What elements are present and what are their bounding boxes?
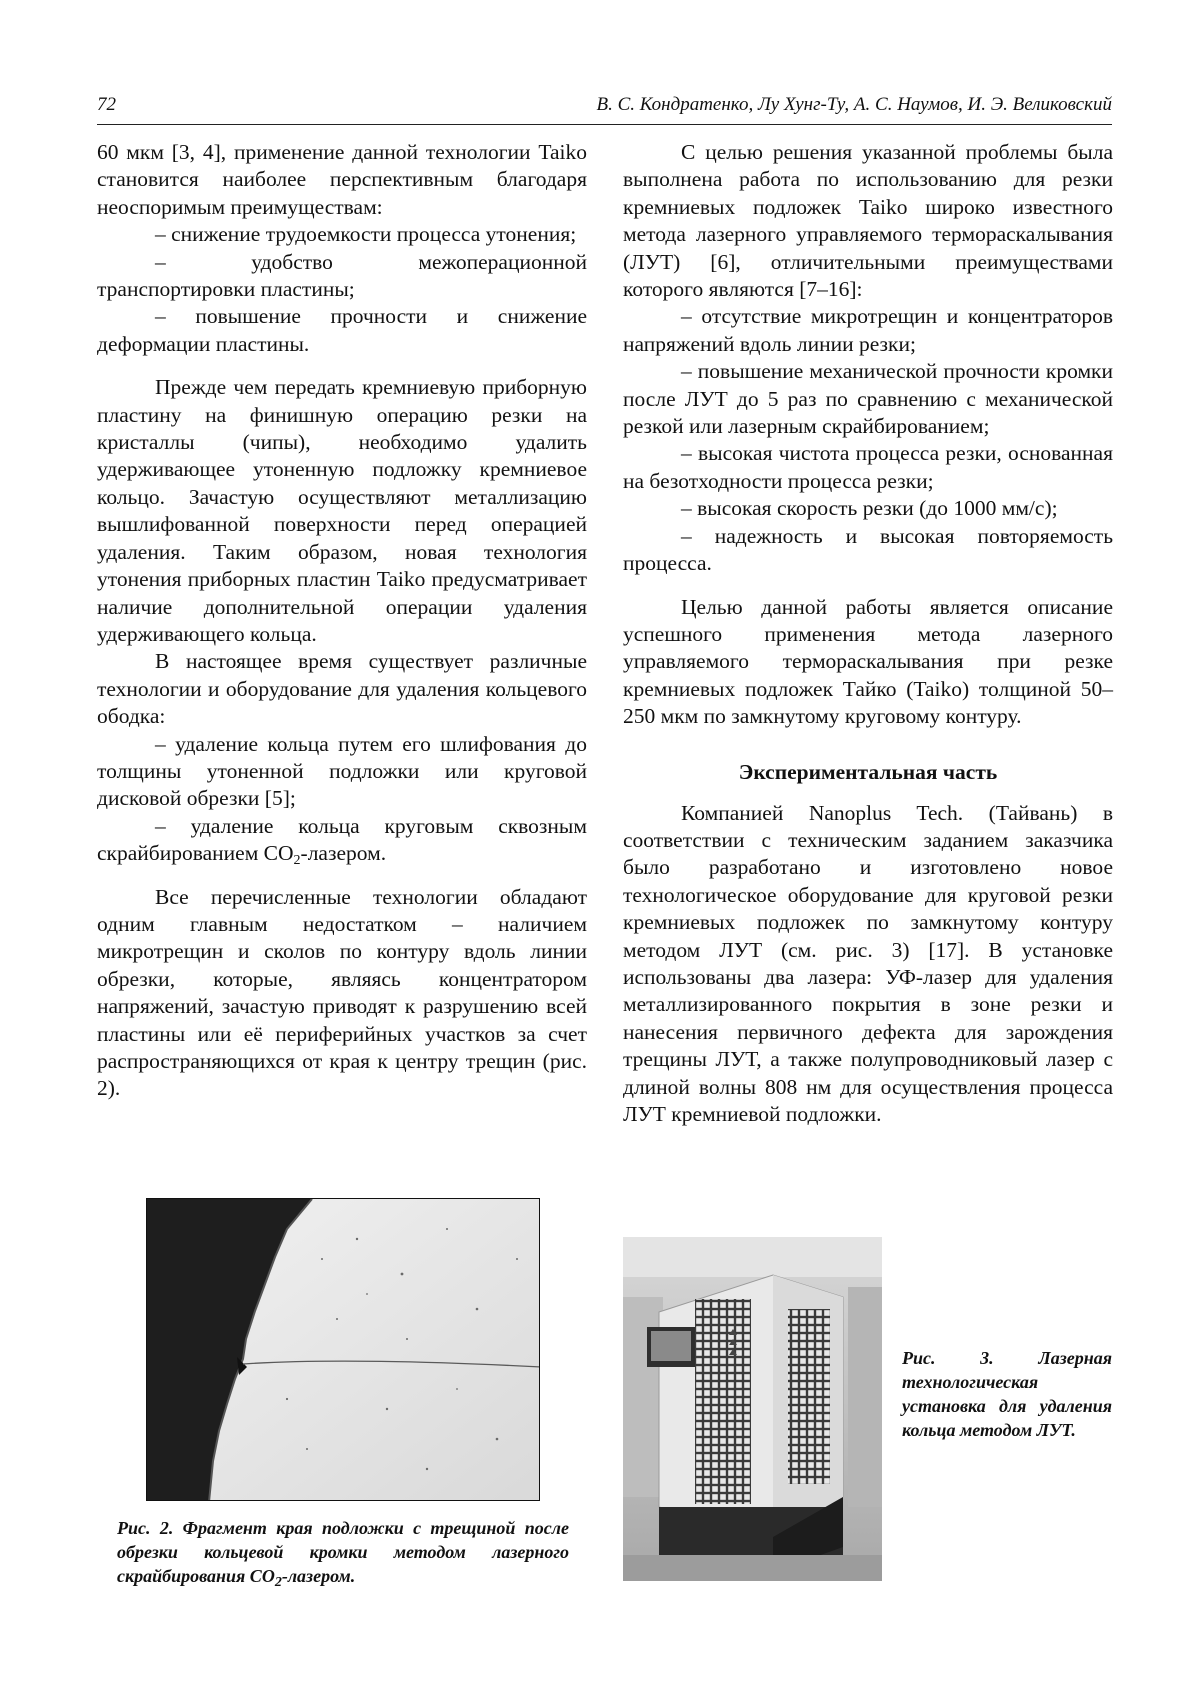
caption-text: Рис. 2. Фрагмент края подложки с трещиной после обрезки кольцевой кромки методом лазерного скрайбирования CO bbox=[117, 1518, 569, 1586]
list-item: – высокая чистота процесса резки, основанная на безотходности процесса резки; bbox=[623, 441, 1113, 493]
list-item: – высокая скорость резки (до 1000 мм/с); bbox=[681, 496, 1058, 521]
subscript: 2 bbox=[274, 1575, 282, 1590]
list-item: – отсутствие микротрещин и концентраторов напряжений вдоль линии резки; bbox=[623, 304, 1113, 356]
header-rule bbox=[97, 124, 1112, 125]
caption-text-end: -лазером. bbox=[281, 1566, 356, 1586]
paragraph: Компанией Nanoplus Tech. (Тайвань) в соответствии с техническим заданием заказчика было разработано и изготовлено новое технологическое оборудование для круговой резки кремниевых подложек по замкнутому контуру методом ЛУТ (см. рис. 3) [17]. В установке использованы два лазера: УФ-лазер для удаления металлизированного покрытия в зоне резки и нанесения первичного дефекта для зарождения трещины ЛУТ, а также полупроводниковый лазер с длиной волны 808 нм для осуществления процесса ЛУТ кремниевой подложки. bbox=[623, 800, 1113, 1126]
paragraph: Прежде чем передать кремниевую приборную пластину на финишную операцию резки на кристаллы (чипы), необходимо удалить удерживающее утоненную подложку кремниевое кольцо. Зачастую осуществляют металлизацию вышлифованной поверхности перед операцией удаления. Таким образом, новая технология утонения приборных пластин Taiko предусматривает наличие дополнительной операции удаления удерживающего кольца. bbox=[97, 375, 587, 646]
paragraph: 60 мкм [3, 4], применение данной технологии Taiko становится наиболее перспективным благодаря неоспоримым преимуществам: bbox=[97, 140, 587, 219]
figure-3-photo bbox=[623, 1237, 882, 1581]
list-item: – снижение трудоемкости процесса утонения; bbox=[155, 222, 577, 247]
list-item: – удобство межоперационной транспортировки пластины; bbox=[97, 249, 587, 302]
laser-machine-photo bbox=[623, 1237, 882, 1581]
figure-2-caption bbox=[117, 1516, 569, 1588]
section-heading: Экспериментальная часть bbox=[738, 759, 998, 784]
list-item: – надежность и высокая повторяемость процесса. bbox=[623, 523, 1113, 576]
paragraph: В настоящее время существует различные технологии и оборудование для удаления кольцевого ободка: bbox=[97, 649, 587, 729]
running-header-authors: В. С. Кондратенко, Лу Хунг-Ту, А. С. Наумов, И. Э. Великовский bbox=[596, 94, 1112, 115]
paragraph: С целью решения указанной проблемы была выполнена работа по использованию для резки кремниевых подложек Taiko широко известного метода лазерного управляемого термораскалывания (ЛУТ) [6], отличительными преимуществами которого являются [7–16]: bbox=[623, 140, 1113, 302]
right-column bbox=[623, 139, 1113, 1128]
paragraph: Все перечисленные технологии обладают одним главным недостатком – наличием микротрещин и сколов по контуру вдоль линии обрезки, которые, являясь концентратором напряжений, зачастую приводят к разрушению всей пластины или её периферийных участков за счет распространяющихся от края к центру трещин (рис. 2). bbox=[97, 884, 587, 1101]
page-number: 72 bbox=[97, 94, 116, 115]
micrograph-image bbox=[147, 1199, 540, 1501]
list-item-text-end: -лазером. bbox=[300, 841, 387, 866]
list-item: – повышение механической прочности кромки после ЛУТ до 5 раз по сравнению с механической резкой или лазерным скрайбированием; bbox=[623, 359, 1113, 439]
list-item bbox=[97, 813, 587, 868]
subscript: 2 bbox=[293, 853, 301, 869]
running-header bbox=[97, 92, 1112, 118]
list-item: – удаление кольца путем его шлифования до толщины утоненной подложки или круговой дисковой обрезки [5]; bbox=[97, 731, 587, 811]
list-item: – повышение прочности и снижение деформации пластины. bbox=[97, 304, 587, 356]
paragraph: Целью данной работы является описание успешного применения метода лазерного управляемого термораскалывания при резке кремниевых подложек Тайко (Taiko) толщиной 50–250 мкм по замкнутому круговому контуру. bbox=[623, 594, 1113, 729]
figure-2-micrograph bbox=[146, 1198, 540, 1501]
left-column bbox=[97, 139, 587, 1103]
list-item-text: – удаление кольца круговым сквозным скрайбированием CO bbox=[97, 813, 587, 866]
figure-3-caption: Рис. 3. Лазерная технологическая установка для удаления кольца методом ЛУТ. bbox=[902, 1348, 1112, 1440]
